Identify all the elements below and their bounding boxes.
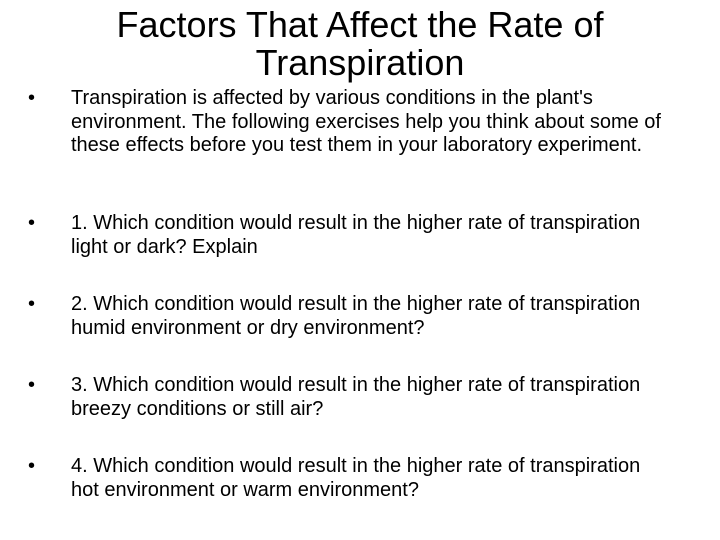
bullet-marker: • bbox=[28, 455, 36, 477]
bullet-intro bbox=[28, 87, 678, 158]
bullet-question-4 bbox=[28, 455, 648, 502]
bullet-marker: • bbox=[28, 293, 36, 315]
slide-title: Factors That Affect the Rate of Transpiration bbox=[116, 4, 604, 83]
bullet-text: 2. Which condition would result in the higher rate of transpiration humid environment or dry environment? bbox=[71, 293, 641, 339]
bullet-marker: • bbox=[28, 212, 36, 234]
bullet-marker: • bbox=[28, 87, 36, 109]
bullet-text: 3. Which condition would result in the higher rate of transpiration breezy conditions or still air? bbox=[71, 374, 641, 420]
bullet-question-2 bbox=[28, 293, 648, 340]
bullet-question-3 bbox=[28, 374, 648, 421]
bullet-text: 1. Which condition would result in the higher rate of transpiration light or dark? Explain bbox=[71, 212, 641, 258]
bullet-question-1 bbox=[28, 212, 648, 259]
bullet-text: 4. Which condition would result in the higher rate of transpiration hot environment or warm environment? bbox=[71, 455, 641, 501]
bullet-marker: • bbox=[28, 374, 36, 396]
bullet-text: Transpiration is affected by various conditions in the plant's environment. The following exercises help you think about some of these effects before you test them in your laboratory experiment. bbox=[71, 87, 661, 156]
